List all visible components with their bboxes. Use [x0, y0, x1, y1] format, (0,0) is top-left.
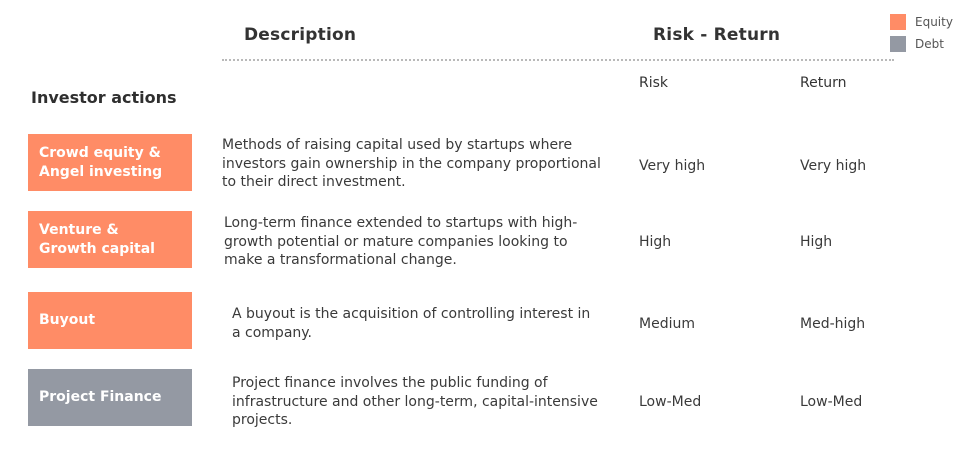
description-venture-growth: Long-term finance extended to startups with high-growth potential or mature companies looking to make a transformational change.: [224, 215, 578, 268]
equity-swatch: [890, 14, 906, 30]
description-buyout: A buyout is the acquisition of controlling interest in a company.: [232, 306, 591, 341]
investor-actions-header: Investor actions: [31, 88, 177, 107]
risk-project-finance: Low-Med: [639, 394, 702, 410]
legend-item-equity: [890, 14, 953, 30]
action-label: Buyout: [39, 312, 96, 328]
debt-swatch: [890, 36, 906, 52]
description-header: Description: [244, 25, 357, 45]
legend-label-equity: Equity: [915, 15, 953, 29]
action-label: Venture & Growth capital: [39, 221, 155, 257]
description-crowd-equity: Methods of raising capital used by startups where investors gain ownership in the company proportional to their direct investment.: [222, 137, 601, 190]
action-project-finance: [28, 369, 192, 426]
risk-venture-growth: High: [639, 234, 672, 250]
legend-item-debt: [890, 36, 944, 52]
action-venture-growth: [28, 211, 192, 268]
description-project-finance: Project finance involves the public funding of infrastructure and other long-term, capital-intensive projects.: [232, 375, 598, 428]
return-column-header: Return: [800, 75, 847, 91]
action-buyout: [28, 292, 192, 349]
action-label: Project Finance: [39, 389, 162, 405]
risk-column-header: Risk: [639, 75, 669, 91]
risk-crowd-equity: Very high: [639, 158, 706, 174]
action-crowd-equity: [28, 134, 192, 191]
action-label: Crowd equity & Angel investing: [39, 144, 163, 180]
risk-return-header: Risk - Return: [653, 25, 781, 45]
legend-label-debt: Debt: [915, 37, 944, 51]
header-divider: [222, 59, 894, 61]
return-crowd-equity: Very high: [800, 158, 867, 174]
return-project-finance: Low-Med: [800, 394, 863, 410]
risk-buyout: Medium: [639, 316, 695, 332]
return-venture-growth: High: [800, 234, 833, 250]
return-buyout: Med-high: [800, 316, 866, 332]
